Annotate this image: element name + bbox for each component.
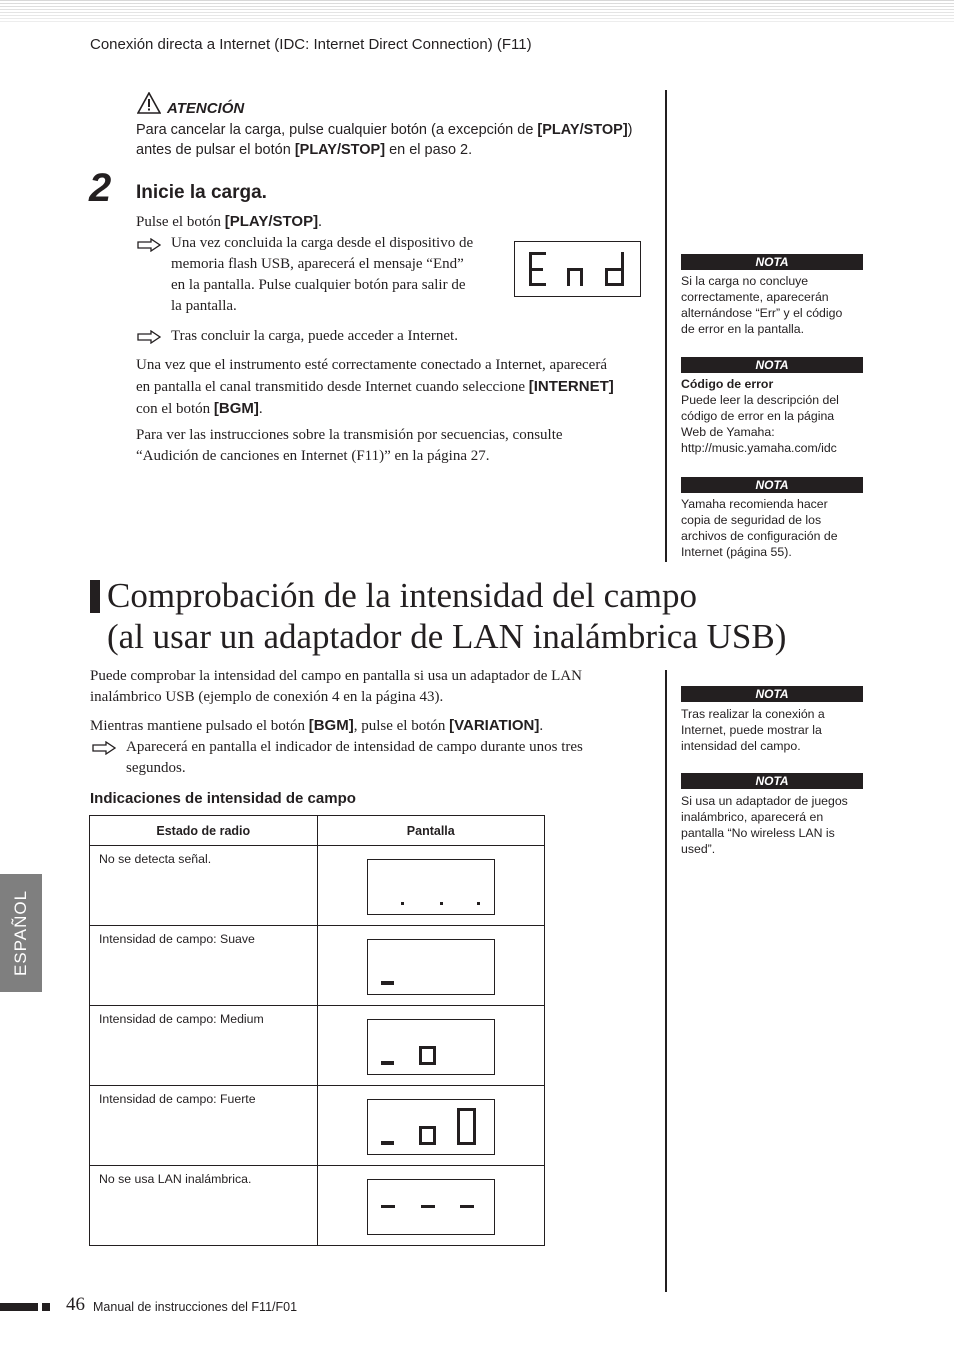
table-cell-state: Intensidad de campo: Fuerte [90,1086,318,1166]
note-label: NOTA [681,686,863,702]
section-paragraph-1: Puede comprobar la intensidad del campo en pantalla si usa un adaptador de LAN inalámbrico USB (ejemplo de conexión 4 en la página 43). [90,668,582,705]
step-result-1: Una vez concluida la carga desde el dispositivo de memoria flash USB, aparecerá el mensaje “End” en la pantalla. Pulse cualquier botón para salir de la pantalla. [171,235,474,314]
table-cell-state: No se usa LAN inalámbrica. [90,1166,318,1246]
step-paragraph-1: Una vez que el instrumento esté correctamente conectado a Internet, aparecerá en pantalla el canal transmitido desde Internet cuando seleccione [INTERNET] con el botón [BGM]. [136,357,614,417]
table-cell-state: Intensidad de campo: Suave [90,926,318,1006]
table-row [90,846,545,926]
column-divider-top [665,90,667,562]
result-arrow-icon [137,238,161,252]
lcd-display-end [514,241,641,297]
lcd-display-low [367,939,495,995]
lcd-dots [368,860,494,914]
lcd-display-no-lan [367,1179,495,1235]
footer-text: Manual de instrucciones del F11/F01 [93,1300,298,1314]
language-side-tab [0,874,42,992]
running-header: Conexión directa a Internet (IDC: Internet Direct Connection) (F11) [90,36,532,53]
table-row [90,1086,545,1166]
table-header: Pantalla [317,816,544,846]
table-cell-state: No se detecta señal. [90,846,318,926]
lcd-strong-bars [368,1100,494,1154]
step-paragraph-2: Para ver las instrucciones sobre la transmisión por secuencias, consulte “Audición de canciones en Internet (F11)” en la página 27. [136,427,563,464]
table-row [90,1166,545,1246]
lcd-dashes [368,1180,494,1234]
column-divider-bottom [665,670,667,1292]
footer-bar [0,1303,38,1311]
step-number: 2 [89,166,112,210]
note-text: Código de error Puede leer la descripción del código de error en la página Web de Yamaha: http://music.yamaha.com/idc [681,377,839,455]
signal-strength-table [89,815,545,1246]
table-subheading: Indicaciones de intensidad de campo [90,790,356,807]
caution-text: Para cancelar la carga, pulse cualquier botón (a excepción de [PLAY/STOP]) antes de pulsar el botón [PLAY/STOP] en el paso 2. [136,122,633,158]
section-paragraph-2: Mientras mantiene pulsado el botón [BGM], pulse el botón [VARIATION]. [90,717,544,734]
lcd-medium-bars [368,1020,494,1074]
note-label: NOTA [681,254,863,270]
table-cell-display [317,926,544,1006]
warning-triangle-icon [137,92,161,114]
note-text: Si la carga no concluye correctamente, aparecerán alternándose “Err” y el código de error en la pantalla. [681,274,843,336]
lcd-end-glyphs [515,242,640,296]
section-result: Aparecerá en pantalla el indicador de intensidad de campo durante unos tres segundos. [126,739,583,776]
note-label: NOTA [681,357,863,373]
table-cell-display [317,1166,544,1246]
table-row [90,926,545,1006]
caution-title: ATENCIÓN [167,100,245,117]
note-text: Yamaha recomienda hacer copia de seguridad de los archivos de configuración de Internet (página 55). [681,497,838,559]
top-stripes-fade [0,0,954,24]
section-heading-bar [90,580,100,613]
lcd-display-medium [367,1019,495,1075]
page-number: 46 [66,1294,85,1315]
lcd-low-bars [368,940,494,994]
table-header: Estado de radio [90,816,318,846]
table-cell-display [317,1006,544,1086]
footer-square [42,1303,50,1311]
table-cell-display [317,846,544,926]
note-label: NOTA [681,477,863,493]
step-instruction: Pulse el botón [PLAY/STOP]. [136,213,322,230]
note-label: NOTA [681,773,863,789]
lcd-display-strong [367,1099,495,1155]
language-label: ESPAÑOL [11,889,30,977]
section-title: Comprobación de la intensidad del campo (al usar un adaptador de LAN inalámbrica USB) [107,576,787,656]
note-text: Si usa un adaptador de juegos inalámbrico, aparecerá en pantalla “No wireless LAN is used”. [681,794,848,856]
step-title: Inicie la carga. [136,182,267,203]
result-arrow-icon [92,741,116,755]
table-cell-display [317,1086,544,1166]
table-row [90,1006,545,1086]
table-cell-state: Intensidad de campo: Medium [90,1006,318,1086]
result-arrow-icon [137,330,161,344]
lcd-display-no-signal [367,859,495,915]
step-result-2: Tras concluir la carga, puede acceder a Internet. [171,328,458,344]
note-text: Tras realizar la conexión a Internet, puede mostrar la intensidad del campo. [681,707,825,753]
